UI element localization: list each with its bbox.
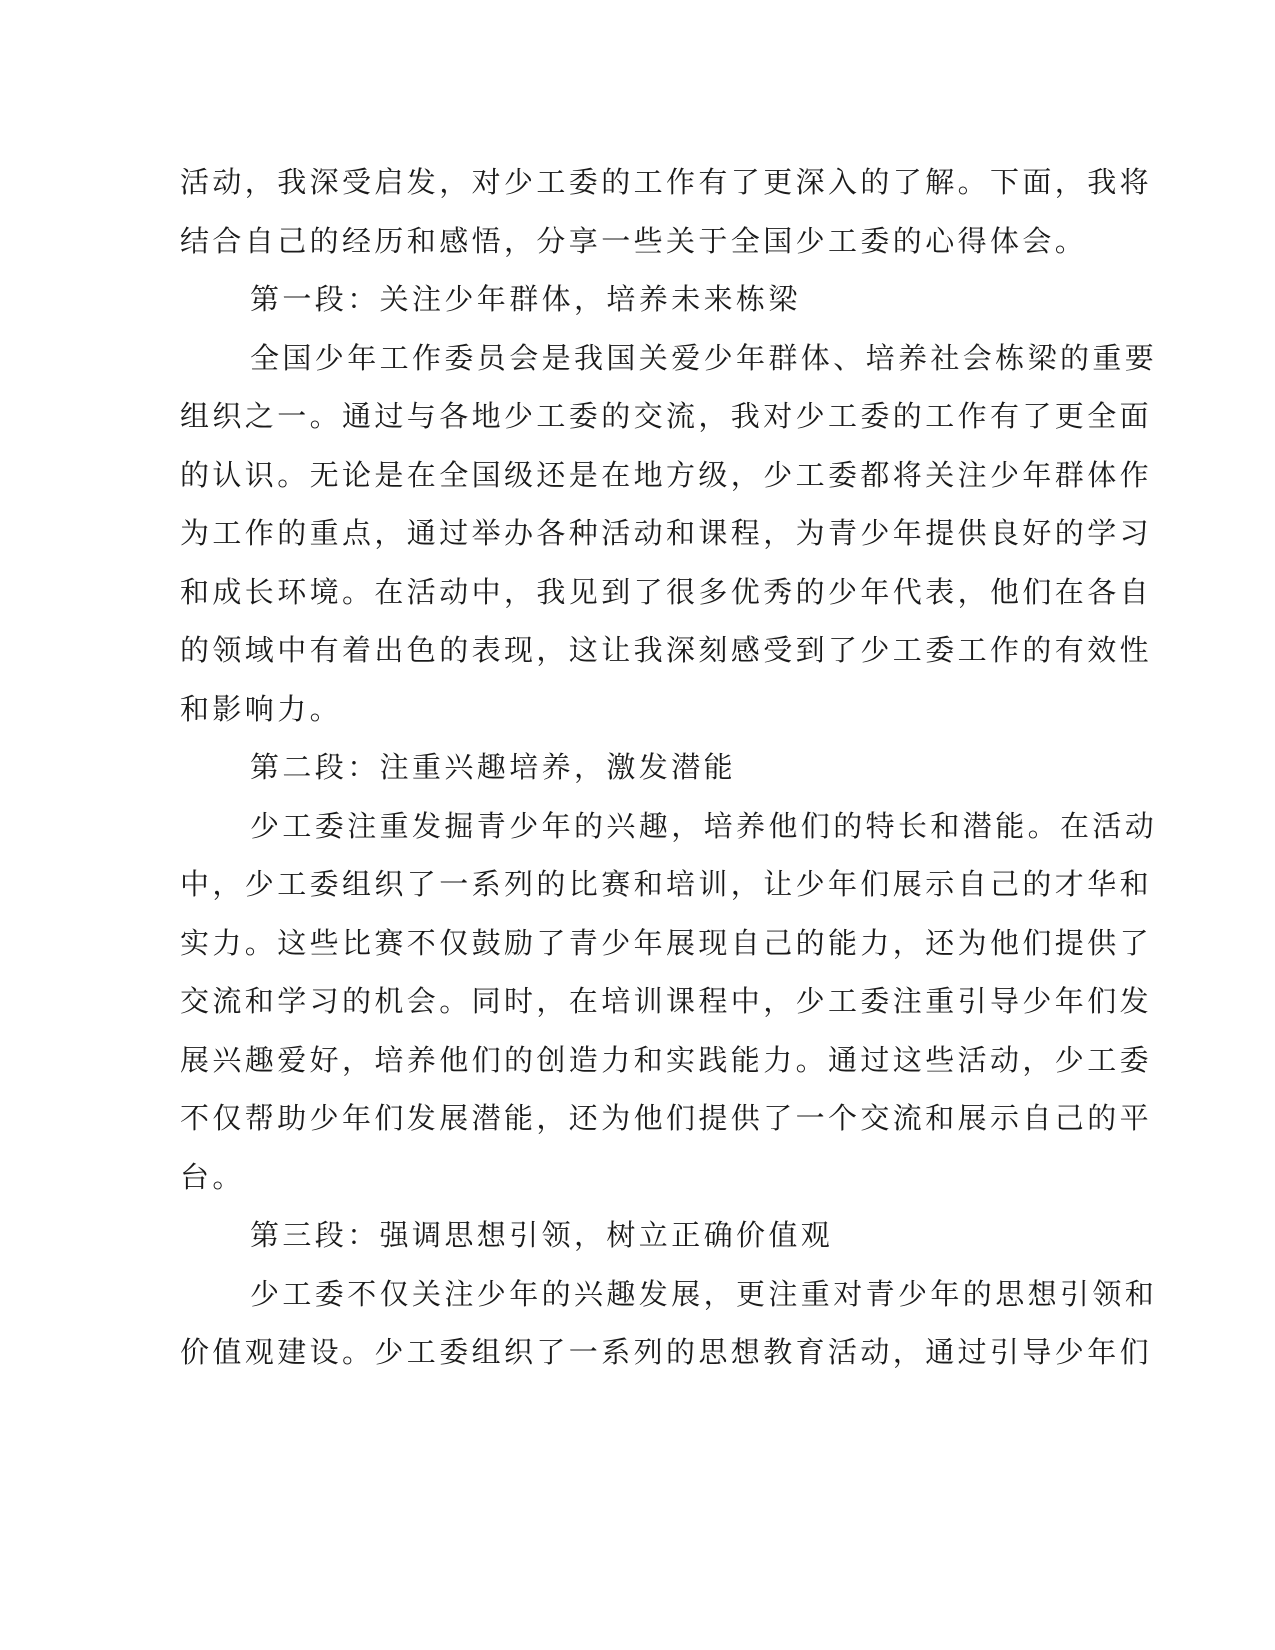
- body-text-line: 组织之一。通过与各地少工委的交流，我对少工委的工作有了更全面: [180, 399, 1153, 433]
- body-text-line: 结合自己的经历和感悟，分享一些关于全国少工委的心得体会。: [180, 224, 1088, 258]
- body-text-line: 为工作的重点，通过举办各种活动和课程，为青少年提供良好的学习: [180, 516, 1153, 550]
- body-text-line: 交流和学习的机会。同时，在培训课程中，少工委注重引导少年们发: [180, 984, 1153, 1018]
- body-text-line: 台。: [180, 1160, 245, 1194]
- body-text-line: 价值观建设。少工委组织了一系列的思想教育活动，通过引导少年们: [180, 1335, 1153, 1369]
- body-text-line: 和成长环境。在活动中，我见到了很多优秀的少年代表，他们在各自: [180, 575, 1153, 609]
- body-text-line: 少工委不仅关注少年的兴趣发展，更注重对青少年的思想引领和: [250, 1277, 1158, 1311]
- body-text-line: 活动，我深受启发，对少工委的工作有了更深入的了解。下面，我将: [180, 165, 1153, 199]
- body-text-line: 全国少年工作委员会是我国关爱少年群体、培养社会栋梁的重要: [250, 341, 1158, 375]
- section-heading-3: 第三段：强调思想引领，树立正确价值观: [250, 1218, 834, 1252]
- body-text-line: 展兴趣爱好，培养他们的创造力和实践能力。通过这些活动，少工委: [180, 1043, 1153, 1077]
- body-text-line: 少工委注重发掘青少年的兴趣，培养他们的特长和潜能。在活动: [250, 809, 1158, 843]
- body-text-line: 中，少工委组织了一系列的比赛和培训，让少年们展示自己的才华和: [180, 867, 1153, 901]
- body-text-line: 的认识。无论是在全国级还是在地方级，少工委都将关注少年群体作: [180, 458, 1153, 492]
- body-text-line: 不仅帮助少年们发展潜能，还为他们提供了一个交流和展示自己的平: [180, 1101, 1153, 1135]
- body-text-line: 和影响力。: [180, 692, 343, 726]
- body-text-line: 的领域中有着出色的表现，这让我深刻感受到了少工委工作的有效性: [180, 633, 1153, 667]
- section-heading-1: 第一段：关注少年群体，培养未来栋梁: [250, 282, 801, 316]
- body-text-line: 实力。这些比赛不仅鼓励了青少年展现自己的能力，还为他们提供了: [180, 926, 1153, 960]
- section-heading-2: 第二段：注重兴趣培养，激发潜能: [250, 750, 737, 784]
